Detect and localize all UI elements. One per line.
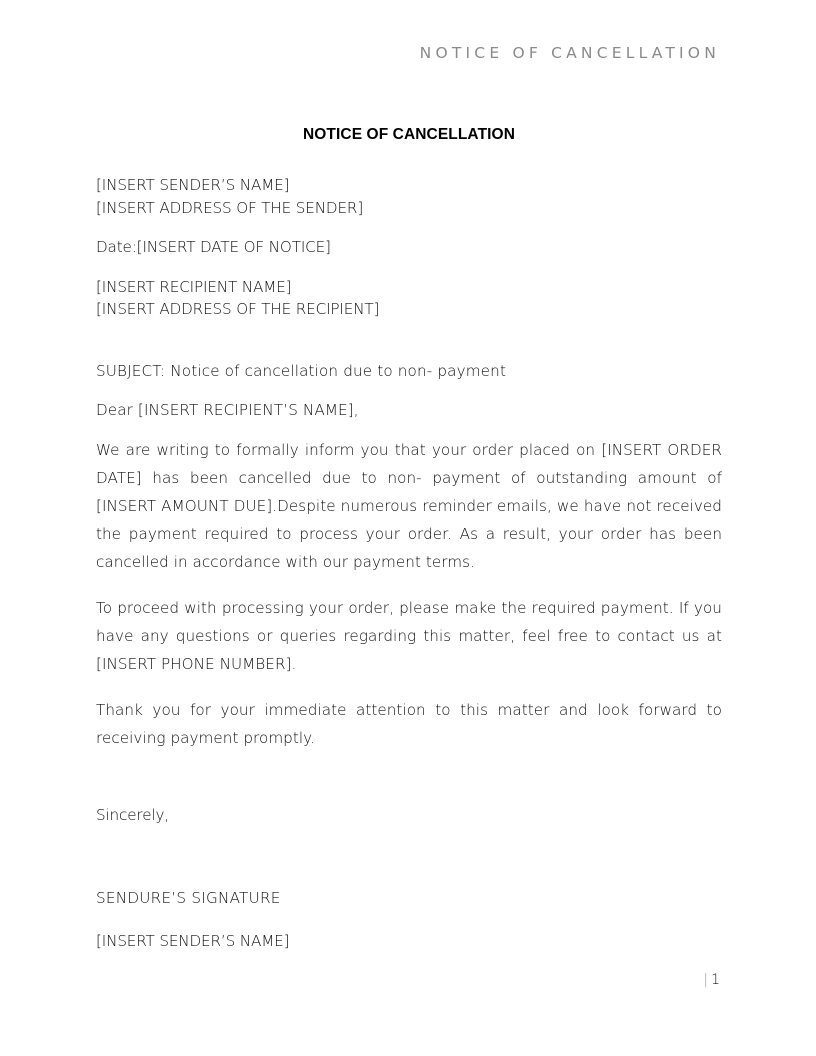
recipient-address-block xyxy=(96,276,722,321)
page-title: NOTICE OF CANCELLATION xyxy=(302,126,515,143)
body-paragraph-3: Thank you for your immediate attention to this matter and look forward to receiving payment promptly. xyxy=(96,700,722,747)
sender-name-line: [INSERT SENDER’S NAME] xyxy=(96,176,290,194)
page-number: 1 xyxy=(711,972,720,988)
recipient-address-line: [INSERT ADDRESS OF THE RECIPIENT] xyxy=(96,300,380,318)
salutation-line: Dear [INSERT RECIPIENT’S NAME], xyxy=(96,400,359,419)
subject-line: SUBJECT: Notice of cancellation due to non- payment xyxy=(96,361,507,380)
date-line: Date:[INSERT DATE OF NOTICE] xyxy=(96,238,331,256)
body-paragraph-1: We are writing to formally inform you that your order placed on [INSERT ORDER DATE] has been cancelled due to non- payment of outstanding amount of [INSERT AMOUNT DUE].Despite numerous reminder emails, we have not received the payment required to process your order. As a result, your order has been cancelled in accordance with our payment terms. xyxy=(96,440,722,571)
sender-address-block xyxy=(96,174,722,219)
sender-name-final: [INSERT SENDER’S NAME] xyxy=(96,931,290,950)
closing-line: Sincerely, xyxy=(96,805,169,824)
spacer xyxy=(96,338,722,360)
sender-address-line: [INSERT ADDRESS OF THE SENDER] xyxy=(96,198,364,217)
recipient-name-line: [INSERT RECIPIENT NAME] xyxy=(96,277,292,296)
footer-separator: | xyxy=(703,972,709,988)
body-paragraph-2: To proceed with processing your order, please make the required payment. If you have any questions or queries regarding this matter, feel free to contact us at [INSERT PHONE NUMBER]. xyxy=(96,598,722,673)
running-header-title: NOTICE OF CANCELLATION xyxy=(419,44,720,62)
page-footer xyxy=(96,972,720,988)
signature-label: SENDURE’S SIGNATURE xyxy=(96,888,281,907)
document-body xyxy=(96,126,722,953)
